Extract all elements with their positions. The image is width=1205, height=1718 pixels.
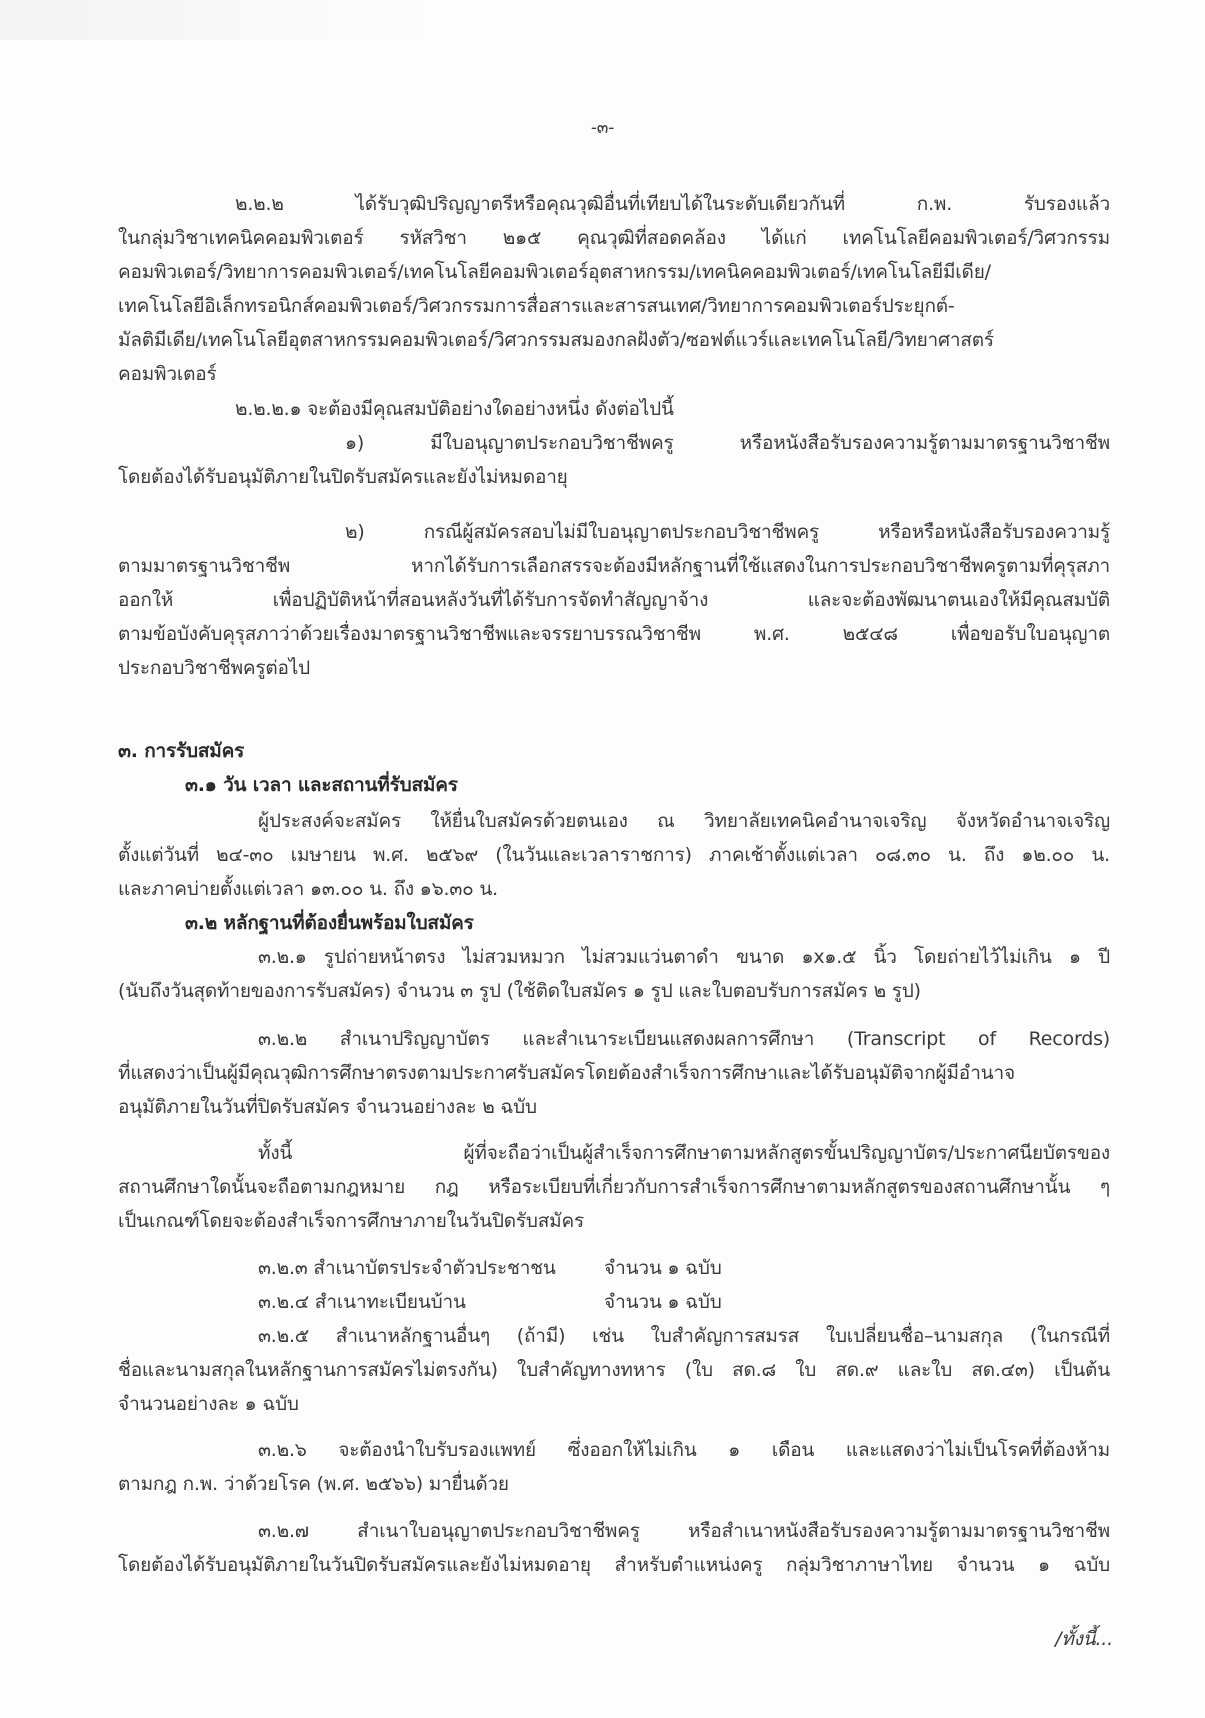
paragraph-line: มัลติมีเดีย/เทคโนโลยีอุตสาหกรรมคอมพิวเตอร์/วิศวกรรมสมองกลฝังตัว/ซอฟต์แวร์และเทคโนโลยี/วิทยาศาสตร์ [118, 329, 994, 351]
paragraph-line: (นับถึงวันสุดท้ายของการรับสมัคร) จำนวน ๓ รูป (ใช้ติดใบสมัคร ๑ รูป และใบตอบรับการสมัคร ๒ รูป) [118, 980, 921, 1002]
item-label: ๓.๒.๔ สำเนาทะเบียนบ้าน [258, 1291, 466, 1313]
document-item-row [258, 1289, 958, 1315]
page-continuation: /ทั้งนี้... [1055, 1628, 1113, 1650]
paragraph-line: ตามมาตรฐานวิชาชีพ หากได้รับการเลือกสรรจะต้องมีหลักฐานที่ใช้แสดงในการประกอบวิชาชีพครูตามที่คุรุสภา [118, 555, 1110, 577]
paragraph-line: ตั้งแต่วันที่ ๒๔-๓๐ เมษายน พ.ศ. ๒๕๖๙ (ในวันและเวลาราชการ) ภาคเช้าตั้งแต่เวลา ๐๘.๓๐ น. ถึง ๑๒.๐๐ น. [118, 844, 1110, 866]
paragraph-line: ชื่อและนามสกุลในหลักฐานการสมัครไม่ตรงกัน) ใบสำคัญทางทหาร (ใบ สด.๘ ใบ สด.๙ และใบ สด.๔๓) เป็นต้น [118, 1359, 1110, 1381]
list-item: ๑) มีใบอนุญาตประกอบวิชาชีพครู หรือหนังสือรับรองความรู้ตามมาตรฐานวิชาชีพ [345, 432, 1110, 454]
paragraph-line: และภาคบ่ายตั้งแต่เวลา ๑๓.๐๐ น. ถึง ๑๖.๓๐ น. [118, 878, 498, 900]
item-quantity: จำนวน ๑ ฉบับ [604, 1257, 722, 1279]
paragraph-line: ๓.๒.๑ รูปถ่ายหน้าตรง ไม่สวมหมวก ไม่สวมแว่นตาดำ ขนาด ๑x๑.๕ นิ้ว โดยถ่ายไว้ไม่เกิน ๑ ปี [258, 946, 1110, 968]
paragraph-line: เป็นเกณฑ์โดยจะต้องสำเร็จการศึกษาภายในวันปิดรับสมัคร [118, 1210, 584, 1232]
list-item: ๒) กรณีผู้สมัครสอบไม่มีใบอนุญาตประกอบวิชาชีพครู หรือหรือหนังสือรับรองความรู้ [345, 521, 1110, 543]
paragraph-line: ทั้งนี้ ผู้ที่จะถือว่าเป็นผู้สำเร็จการศึกษาตามหลักสูตรขั้นปริญญาบัตร/ประกาศนียบัตรของ [258, 1142, 1110, 1164]
paragraph-line: สถานศึกษาใดนั้นจะถือตามกฎหมาย กฎ หรือระเบียบที่เกี่ยวกับการสำเร็จการศึกษาตามหลักสูตรของสถานศึกษานั้น ๆ [118, 1176, 1110, 1198]
item-label: ๓.๒.๓ สำเนาบัตรประจำตัวประชาชน [258, 1257, 556, 1279]
paragraph-line: ๓.๒.๒ สำเนาปริญญาบัตร และสำเนาระเบียนแสดงผลการศึกษา (Transcript of Records) [258, 1028, 1110, 1050]
subsection-heading: ๓.๑ วัน เวลา และสถานที่รับสมัคร [185, 774, 458, 796]
paragraph-line: ๓.๒.๖ จะต้องนำใบรับรองแพทย์ ซึ่งออกให้ไม่เกิน ๑ เดือน และแสดงว่าไม่เป็นโรคที่ต้องห้าม [258, 1439, 1110, 1461]
paragraph-line: ๒.๒.๒ ได้รับวุฒิปริญญาตรีหรือคุณวุฒิอื่นที่เทียบได้ในระดับเดียวกันที่ ก.พ. รับรองแล้ว [235, 193, 1110, 215]
paragraph-line: คอมพิวเตอร์/วิทยาการคอมพิวเตอร์/เทคโนโลยีคอมพิวเตอร์อุตสาหกรรม/เทคนิคคอมพิวเตอร์/เทคโนโลยีมีเดีย/ [118, 261, 991, 283]
paragraph-line: โดยต้องได้รับอนุมัติภายในปิดรับสมัครและยังไม่หมดอายุ [118, 466, 568, 488]
paragraph-line: ออกให้ เพื่อปฏิบัติหน้าที่สอนหลังวันที่ได้รับการจัดทำสัญญาจ้าง และจะต้องพัฒนาตนเองให้มีคุณสมบัติ [118, 589, 1110, 611]
paragraph-line: ที่แสดงว่าเป็นผู้มีคุณวุฒิการศึกษาตรงตามประกาศรับสมัครโดยต้องสำเร็จการศึกษาและได้รับอนุมัติจากผู้มีอำนาจ [118, 1062, 1015, 1084]
scan-artifact [0, 0, 440, 40]
subsection-heading: ๒.๒.๒.๑ จะต้องมีคุณสมบัติอย่างใดอย่างหนึ่ง ดังต่อไปนี้ [235, 398, 674, 420]
document-item-row [258, 1255, 958, 1281]
section-heading: ๓. การรับสมัคร [118, 740, 245, 762]
paragraph-line: คอมพิวเตอร์ [118, 363, 217, 385]
paragraph-line: เทคโนโลยีอิเล็กทรอนิกส์คอมพิวเตอร์/วิศวกรรมการสื่อสารและสารสนเทศ/วิทยาการคอมพิวเตอร์ประยุกต์- [118, 295, 955, 317]
item-quantity: จำนวน ๑ ฉบับ [604, 1291, 722, 1313]
paragraph-line: ในกลุ่มวิชาเทคนิคคอมพิวเตอร์ รหัสวิชา ๒๑๕ คุณวุฒิที่สอดคล้อง ได้แก่ เทคโนโลยีคอมพิวเตอร์/วิศวกรรม [118, 227, 1110, 249]
paragraph-line: ตามกฎ ก.พ. ว่าด้วยโรค (พ.ศ. ๒๕๖๖) มายื่นด้วย [118, 1473, 509, 1495]
paragraph-line: โดยต้องได้รับอนุมัติภายในวันปิดรับสมัครและยังไม่หมดอายุ สำหรับตำแหน่งครู กลุ่มวิชาภาษาไทย จำนวน ๑ ฉบับ [118, 1554, 1111, 1576]
paragraph-line: ๓.๒.๗ สำเนาใบอนุญาตประกอบวิชาชีพครู หรือสำเนาหนังสือรับรองความรู้ตามมาตรฐานวิชาชีพ [258, 1520, 1110, 1542]
paragraph-line: ๓.๒.๕ สำเนาหลักฐานอื่นๆ (ถ้ามี) เช่น ใบสำคัญการสมรส ใบเปลี่ยนชื่อ–นามสกุล (ในกรณีที่ [258, 1325, 1110, 1347]
paragraph-line: ประกอบวิชาชีพครูต่อไป [118, 657, 310, 679]
paragraph-line: ตามข้อบังคับคุรุสภาว่าด้วยเรื่องมาตรฐานวิชาชีพและจรรยาบรรณวิชาชีพ พ.ศ. ๒๕๔๘ เพื่อขอรับใบอนุญาต [118, 623, 1110, 645]
subsection-heading: ๓.๒ หลักฐานที่ต้องยื่นพร้อมใบสมัคร [185, 912, 474, 934]
paragraph-line: ผู้ประสงค์จะสมัคร ให้ยื่นใบสมัครด้วยตนเอง ณ วิทยาลัยเทคนิคอำนาจเจริญ จังหวัดอำนาจเจริญ [258, 810, 1110, 832]
page-number: -๓- [590, 118, 615, 138]
paragraph-line: อนุมัติภายในวันที่ปิดรับสมัคร จำนวนอย่างละ ๒ ฉบับ [118, 1096, 537, 1118]
paragraph-line: จำนวนอย่างละ ๑ ฉบับ [118, 1393, 299, 1415]
